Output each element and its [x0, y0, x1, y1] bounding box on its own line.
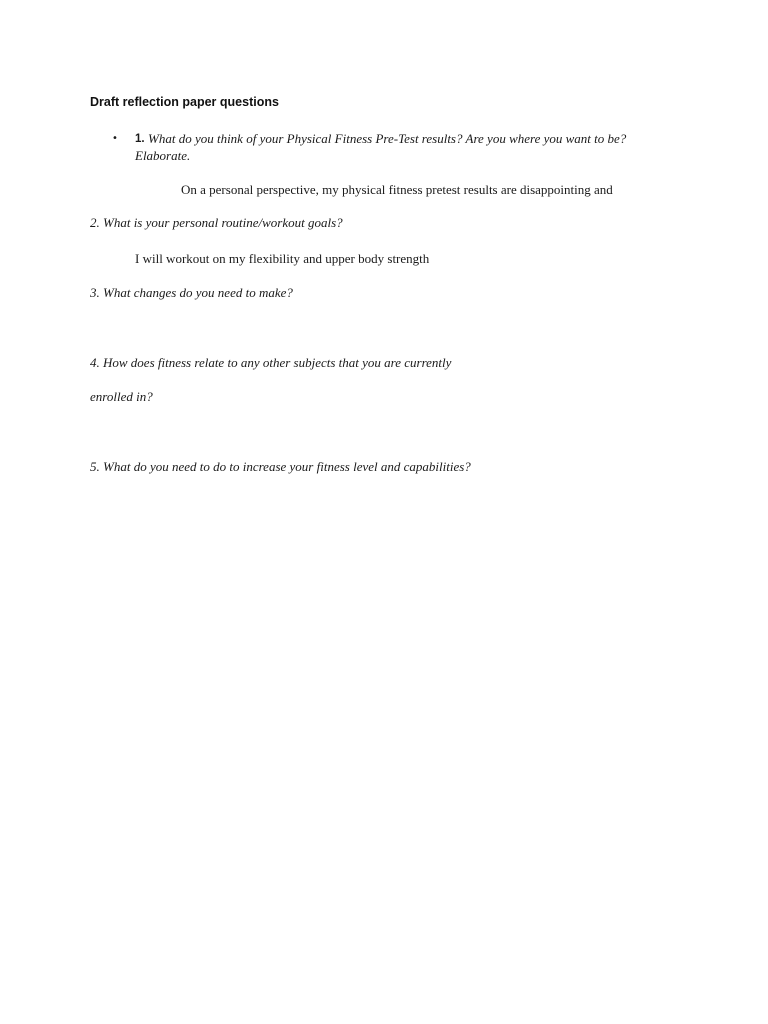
- question-4: 4. How does fitness relate to any other subjects that you are currently: [90, 355, 452, 370]
- question-1-number: 1.: [135, 133, 145, 145]
- bullet-point: •: [112, 133, 118, 144]
- question-1-text-continued: Elaborate.: [135, 148, 191, 163]
- question-2: 2. What is your personal routine/workout goals?: [90, 215, 343, 230]
- question-3: 3. What changes do you need to make?: [90, 285, 293, 300]
- answer-2: I will workout on my flexibility and upper body strength: [135, 251, 430, 266]
- question-1-text: What do you think of your Physical Fitness Pre-Test results? Are you where you want to be?: [148, 131, 627, 146]
- answer-1: On a personal perspective, my physical fitness pretest results are disappointing and: [181, 182, 613, 197]
- question-5: 5. What do you need to do to increase your fitness level and capabilities?: [90, 459, 471, 474]
- document-title: Draft reflection paper questions: [90, 95, 279, 109]
- question-4-continued: enrolled in?: [90, 389, 153, 404]
